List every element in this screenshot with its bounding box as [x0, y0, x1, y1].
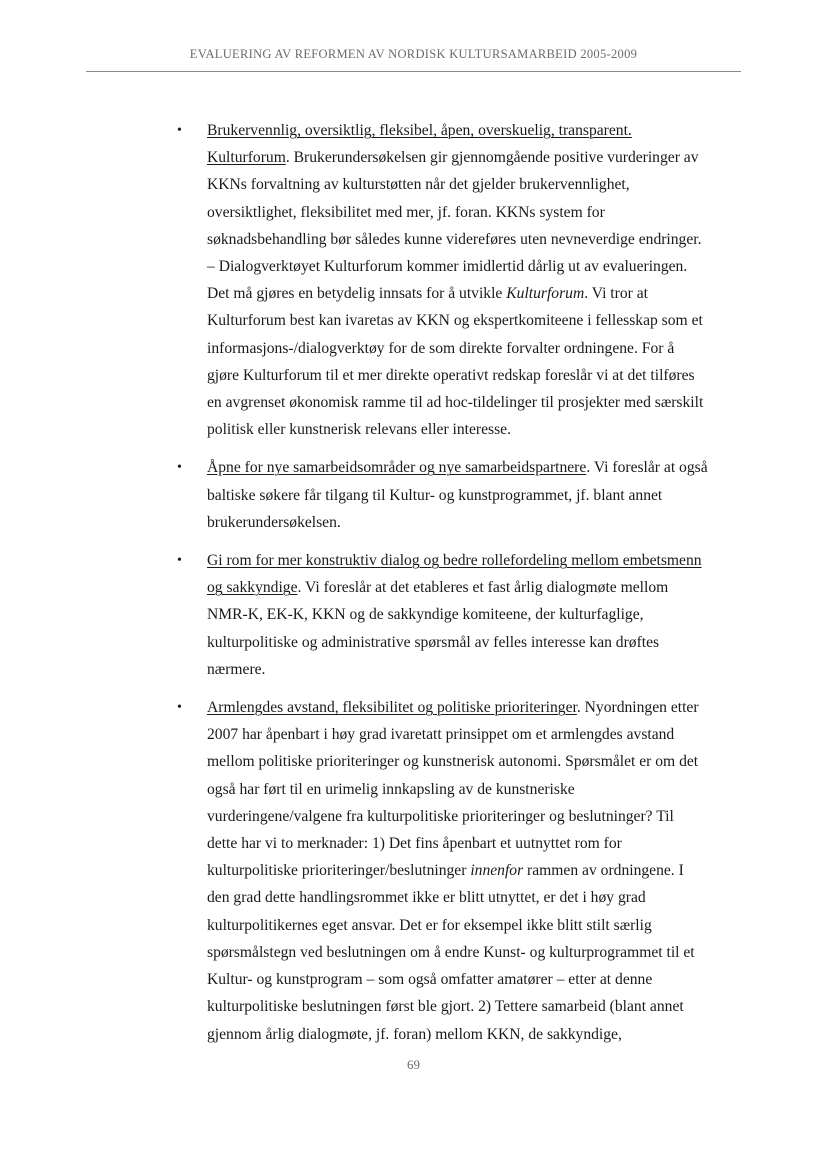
bullet-emphasis: innenfor	[470, 862, 524, 880]
bullet-text: . Nyordningen etter 2007 har åpenbart i høy grad ivaretatt prinsippet om et armlengdes avstand mellom politiske prioriteringer og kunstnerisk autonomi. Spørsmålet er om det også har ført til en urimelig innkapsling av de kunstneriske vurderingene/valgene fra kulturpolitiske prioriteringer og beslutninger? Til dette har vi to merknader: 1) Det fins åpenbart et uutnyttet rom for kulturpolitiske prioriteringer/beslutninger	[207, 699, 699, 880]
list-item	[172, 454, 708, 536]
bullet-icon: •	[177, 460, 182, 476]
bullet-text: . Vi tror at Kulturforum best kan ivaretas av KKN og ekspertkomiteene i fellesskap som et informasjons-/dialogverktøy for de som direkte forvalter ordningene. For å gjøre Kulturforum til et mer direkte operativt redskap foreslår vi at det tilføres en avgrenset økonomisk ramme til ad hoc-tildelinger til prosjekter med særskilt politisk eller kunstnerisk relevans eller interesse.	[207, 285, 704, 439]
list-item	[172, 694, 708, 1048]
page-number: 69	[407, 1057, 420, 1072]
bullet-lead-underlined: Åpne for nye samarbeidsområder og nye samarbeidspartnere	[207, 459, 587, 477]
bullet-emphasis: Kulturforum	[506, 285, 585, 303]
bullet-text: rammen av ordningene. I den grad dette handlingsrommet ikke er blitt utnyttet, er det i høy grad kulturpolitikernes eget ansvar. Det er for eksempel ikke blitt stilt særlig spørsmålstegn ved beslutningen om å endre Kunst- og kulturprogrammet til et Kultur- og kunstprogram – som også omfatter amatører – etter at denne kulturpolitiske beslutningen først ble gjort. 2) Tettere samarbeid (blant annet gjennom årlig dialogmøte, jf. foran) mellom KKN, de sakkyndige,	[207, 862, 695, 1043]
bullet-text: . Brukerundersøkelsen gir gjennomgående positive vurderinger av KKNs forvaltning av kulturstøtten når det gjelder brukervennlighet, oversiktlighet, fleksibilitet med mer, jf. foran. KKNs system for søknadsbehandling bør således kunne videreføres uten nevneverdige endringer. – Dialogverktøyet Kulturforum kommer imidlertid dårlig ut av evalueringen. Det må gjøres en betydelig innsats for å utvikle	[207, 149, 702, 303]
header-divider	[86, 71, 741, 72]
bullet-lead-underlined: Gi rom for mer konstruktiv dialog og bedre rollefordeling mellom embetsmenn og sakkyndige	[207, 552, 702, 597]
bullet-icon: •	[177, 123, 182, 138]
bullet-icon: •	[177, 700, 182, 716]
bullet-lead-underlined: Armlengdes avstand, fleksibilitet og politiske prioriteringer	[207, 699, 577, 717]
list-item	[172, 547, 708, 683]
page-body	[172, 117, 708, 1059]
bullet-text: . Vi foreslår at også baltiske søkere får tilgang til Kultur- og kunstprogrammet, jf. blant annet brukerundersøkelsen.	[207, 459, 708, 531]
list-item	[172, 117, 708, 443]
bullet-text: . Vi foreslår at det etableres et fast årlig dialogmøte mellom NMR-K, EK-K, KKN og de sakkyndige komiteene, der kulturfaglige, kulturpolitiske og administrative spørsmål av felles interesse kan drøftes nærmere.	[207, 579, 669, 678]
bullet-lead-underlined: Brukervennlig, oversiktlig, fleksibel, åpen, overskuelig, transparent. Kulturforum	[207, 122, 632, 167]
bullet-icon: •	[177, 553, 182, 569]
running-header: EVALUERING AV REFORMEN AV NORDISK KULTURSAMARBEID 2005-2009	[189, 47, 638, 61]
recommendation-list	[172, 117, 708, 1048]
